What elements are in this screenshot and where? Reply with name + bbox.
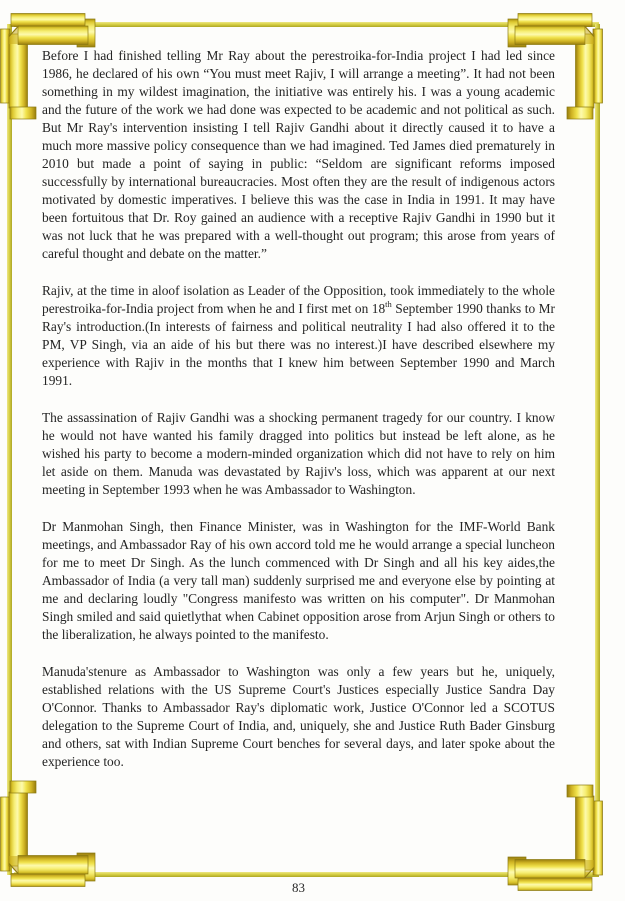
paragraph-4: Dr Manmohan Singh, then Finance Minister, was in Washington for the IMF-World Bank meetings, and Ambassador Ray of his own accord told me he would arrange a special luncheon for me to meet Dr Singh. As the lunch commenced with Dr Singh and all his key aides,the Ambassador of India (a very tall man) suddenly surprised me and everyone else by pointing at me and declaring loudly "Congress manifesto was written on his computer". Dr Manmohan Singh smiled and said quietlythat when Cabinet opposition arose from Arjun Singh or others to the liberalization, he always pointed to the manifesto. xyxy=(42,519,555,642)
paragraph-2-text: Rajiv, at the time in aloof isolation as Leader of the Opposition, took immediately to the whole perestroika-for-India project from when he and I first met on 18 xyxy=(42,283,555,316)
paragraph-3: The assassination of Rajiv Gandhi was a shocking permanent tragedy for our country. I know he would not have wanted his family dragged into politics but instead be left alone, as he wished his party to become a modern-minded organization which did not have to rely on him let aside on them. Manuda was devastated by Rajiv's loss, which was apparent at our next meeting in September 1993 when he was Ambassador to Washington. xyxy=(42,410,555,497)
border-line-left xyxy=(7,24,12,875)
paragraph-5: Manuda'stenure as Ambassador to Washington was only a few years but he, uniquely, established relations with the US Supreme Court's Justices especially Justice Sandra Day O'Connor. Thanks to Ambassador Ray's diplomatic work, Justice O'Connor led a SCOTUS delegation to the Supreme Court of India, and, uniquely, she and Justice Ruth Bader Ginsburg and others, sat with Indian Supreme Court benches for several days, and later spoke about the experience too. xyxy=(42,664,555,769)
border-line-right xyxy=(595,24,600,875)
gold-scroll-corner-bottom-right-icon xyxy=(507,783,603,891)
page-content xyxy=(42,47,555,790)
paragraph-2-text-continued: September 1990 thanks to Mr Ray's introduction.(In interests of fairness and political neutrality I had also offered it to the PM, VP Singh, via an aide of his but there was no interest.)I have described elsewhere my experience with Rajiv in the months that I knew him between September 1990 and March 1991. xyxy=(42,301,555,388)
paragraph-2 xyxy=(42,282,555,390)
page-number: 83 xyxy=(292,880,305,895)
gold-scroll-corner-bottom-left-icon xyxy=(0,779,96,887)
superscript-th: th xyxy=(385,299,392,309)
paragraph-1: Before I had finished telling Mr Ray about the perestroika-for-India project I had led since 1986, he declared of his own “You must meet Rajiv, I will arrange a meeting”. It had not been something in my wildest imagination, the initiative was entirely his. I was a young academic and the future of the work we had done was expected to be academic and not political as such. But Mr Ray's intervention insisting I tell Rajiv Gandhi about it directly caused it to have a much more massive policy consequence than we had imagined. Ted James died prematurely in 2010 but made a point of saying in public: “Seldom are significant reforms imposed successfully by international bureaucracies. Most often they are the result of indigenous actors motivated by domestic imperatives. I believe this was the case in India in 1991. It may have been fortuitous that Dr. Roy gained an audience with a receptive Rajiv Gandhi in 1990 but it was not luck that he was prepared with a well-thought out program; this arose from years of careful thought and debate on the matter.” xyxy=(42,48,555,261)
